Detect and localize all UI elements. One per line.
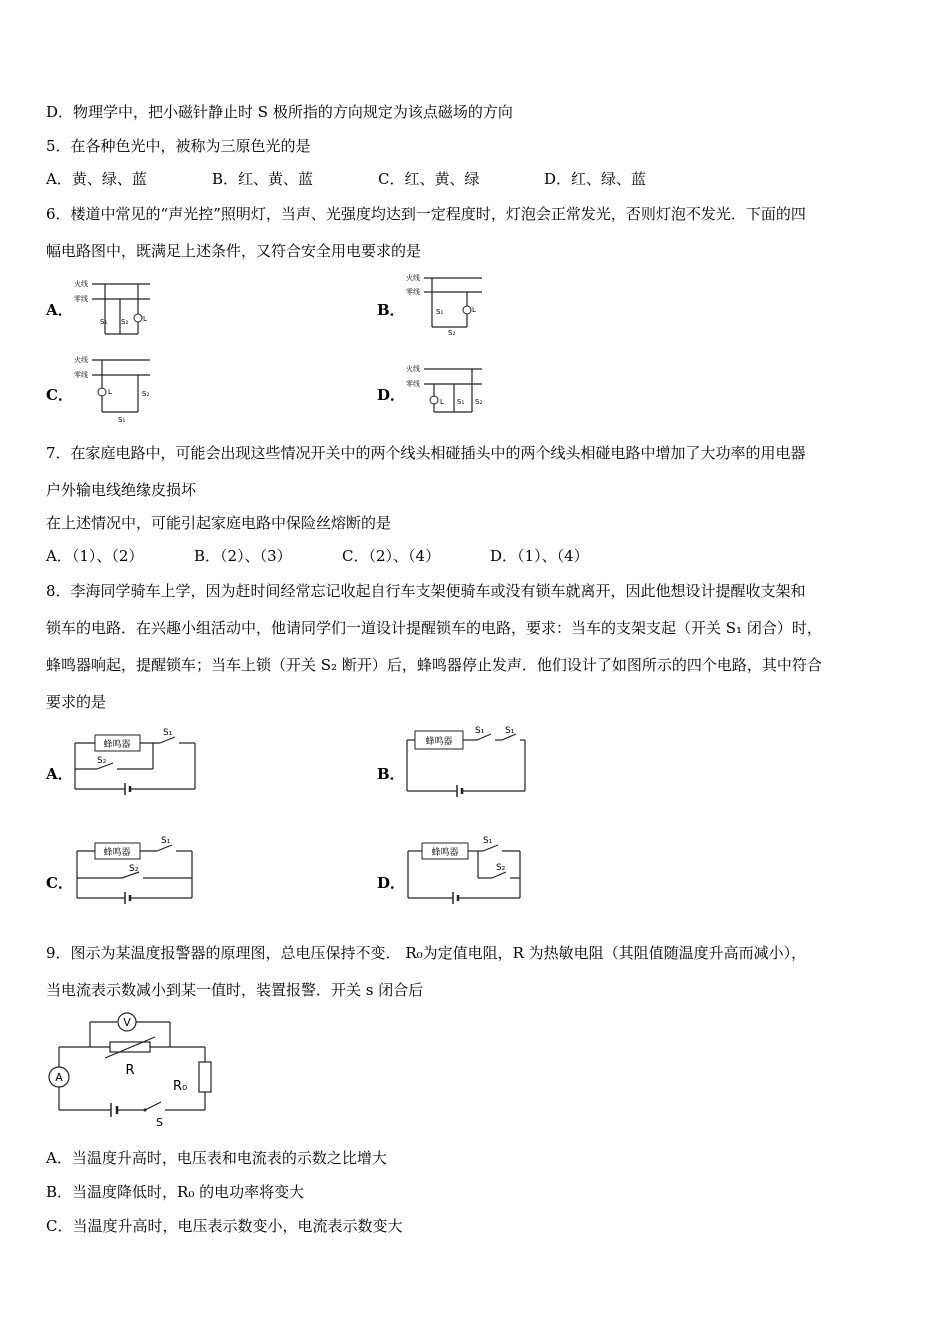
q6-circuit-a [70, 276, 155, 341]
svg-text:A: A [55, 1071, 63, 1084]
svg-text:蜂鸣器: 蜂鸣器 [431, 848, 459, 858]
q9-stem-2: 当电流表示数减小到某一值时，装置报警．开关 s 闭合后 [46, 981, 424, 999]
q7-option-a: A．（1）、（2） [46, 547, 144, 565]
svg-text:蜂鸣器: 蜂鸣器 [425, 737, 453, 747]
q7-stem-3: 在上述情况中，可能引起家庭电路中保险丝熔断的是 [46, 514, 392, 532]
resistor-r0 [199, 1062, 211, 1092]
q5-option-d: D．红、绿、蓝 [544, 170, 647, 188]
q8-circuit-b [407, 725, 532, 800]
q6-label-a: A． [46, 301, 73, 319]
q9-circuit [45, 1012, 220, 1132]
svg-text:L: L [472, 306, 476, 314]
svg-text:火线: 火线 [406, 274, 420, 282]
lamp-icon [430, 396, 438, 404]
q8-circuit-a [75, 725, 200, 800]
s2-label: S₂ [121, 318, 129, 326]
svg-text:蜂鸣器: 蜂鸣器 [103, 848, 131, 858]
q8-stem-3: 蜂鸣器响起，提醒锁车；当车上锁（开关 S₂ 断开）后，蜂鸣器停止发声．他们设计了如图所示的四个电路，其中符合 [46, 656, 822, 674]
svg-text:L: L [108, 388, 112, 396]
q4-option-d: D．物理学中，把小磁针静止时 S 极所指的方向规定为该点磁场的方向 [46, 103, 513, 121]
lamp-icon [98, 388, 106, 396]
lamp-label: L [143, 315, 147, 323]
svg-text:S₂: S₂ [97, 756, 107, 766]
svg-text:L: L [440, 398, 444, 406]
svg-text:S₂: S₂ [448, 329, 456, 337]
q6-circuit-d [402, 362, 487, 427]
q7-option-d: D．（1）、（4） [490, 547, 589, 565]
q6-label-d: D． [377, 386, 406, 404]
svg-text:S₁: S₁ [118, 416, 126, 424]
q7-stem-1: 7．在家庭电路中，可能会出现这些情况开关中的两个线头相碰插头中的两个线头相碰电路中增加了大功率的用电器 [46, 444, 806, 462]
q8-label-d: D． [377, 874, 406, 892]
r0-label: R₀ [173, 1079, 188, 1094]
q6-label-c: C． [46, 386, 73, 404]
buzzer-label: 蜂鸣器 [103, 740, 131, 750]
svg-text:S₁: S₁ [457, 398, 465, 406]
lamp-icon [134, 314, 142, 322]
q9-option-b: B．当温度降低时，R₀ 的电功率将变大 [46, 1183, 305, 1201]
q6-stem-1: 6．楼道中常见的“声光控”照明灯，当声、光强度均达到一定程度时，灯泡会正常发光，否则灯泡不发光．下面的四 [46, 205, 806, 223]
live-wire-label: 火线 [74, 280, 88, 288]
q5-option-a: A．黄、绿、蓝 [46, 170, 147, 188]
q9-stem-1: 9．图示为某温度报警器的原理图，总电压保持不变． R₀为定值电阻，R 为热敏电阻（其阻值随温度升高而减小）， [46, 944, 807, 962]
q5-option-c: C．红、黄、绿 [378, 170, 480, 188]
svg-text:S₁: S₁ [163, 728, 173, 738]
q8-label-c: C． [46, 874, 73, 892]
q6-circuit-c [70, 354, 155, 424]
svg-text:S₂: S₂ [129, 864, 139, 874]
svg-text:火线: 火线 [406, 365, 420, 373]
q8-label-a: A． [46, 765, 73, 783]
q7-options [46, 546, 589, 566]
svg-text:S₁: S₁ [161, 836, 171, 846]
svg-text:火线: 火线 [74, 356, 88, 364]
svg-text:S₂: S₂ [475, 398, 483, 406]
q9-option-a: A．当温度升高时，电压表和电流表的示数之比增大 [46, 1149, 387, 1167]
q5-options [46, 169, 646, 189]
q8-stem-4: 要求的是 [46, 693, 107, 711]
neutral-wire-label: 零线 [74, 295, 88, 303]
q6-label-b: B． [377, 301, 405, 319]
svg-text:S₁: S₁ [483, 836, 493, 846]
svg-text:零线: 零线 [406, 288, 420, 296]
svg-text:零线: 零线 [406, 380, 420, 388]
q8-label-b: B． [377, 765, 405, 783]
q7-option-c: C．（2）、（4） [342, 547, 441, 565]
svg-text:S₁: S₁ [436, 308, 444, 316]
svg-text:V: V [123, 1016, 131, 1029]
q8-stem-2: 锁车的电路．在兴趣小组活动中，他请同学们一道设计提醒锁车的电路，要求：当车的支架支起（开关 S₁ 闭合）时， [46, 619, 822, 637]
q5-option-b: B．红、黄、蓝 [212, 170, 314, 188]
q5-stem: 5．在各种色光中，被称为三原色光的是 [46, 137, 311, 155]
q8-stem-1: 8．李海同学骑车上学，因为赶时间经常忘记收起自行车支架便骑车或没有锁车就离开，因此他想设计提醒收支架和 [46, 582, 806, 600]
q7-stem-2: 户外输电线绝缘皮损坏 [46, 481, 197, 499]
q8-circuit-d [408, 833, 528, 908]
lamp-icon [463, 306, 471, 314]
switch-s-label: S [156, 1116, 163, 1129]
q8-circuit-c [77, 833, 197, 908]
svg-text:零线: 零线 [74, 371, 88, 379]
svg-text:S₁: S₁ [475, 726, 485, 736]
svg-text:S₂: S₂ [496, 863, 506, 873]
q9-option-c: C．当温度升高时，电压表示数变小，电流表示数变大 [46, 1217, 403, 1235]
s1-label: S₁ [100, 318, 108, 326]
q7-option-b: B．（2）、（3） [194, 547, 292, 565]
r-label: R [125, 1063, 135, 1078]
svg-text:S₁: S₁ [505, 726, 515, 736]
svg-text:S₂: S₂ [142, 390, 150, 398]
q6-circuit-b [402, 272, 487, 337]
q6-stem-2: 幅电路图中，既满足上述条件，又符合安全用电要求的是 [46, 242, 422, 260]
